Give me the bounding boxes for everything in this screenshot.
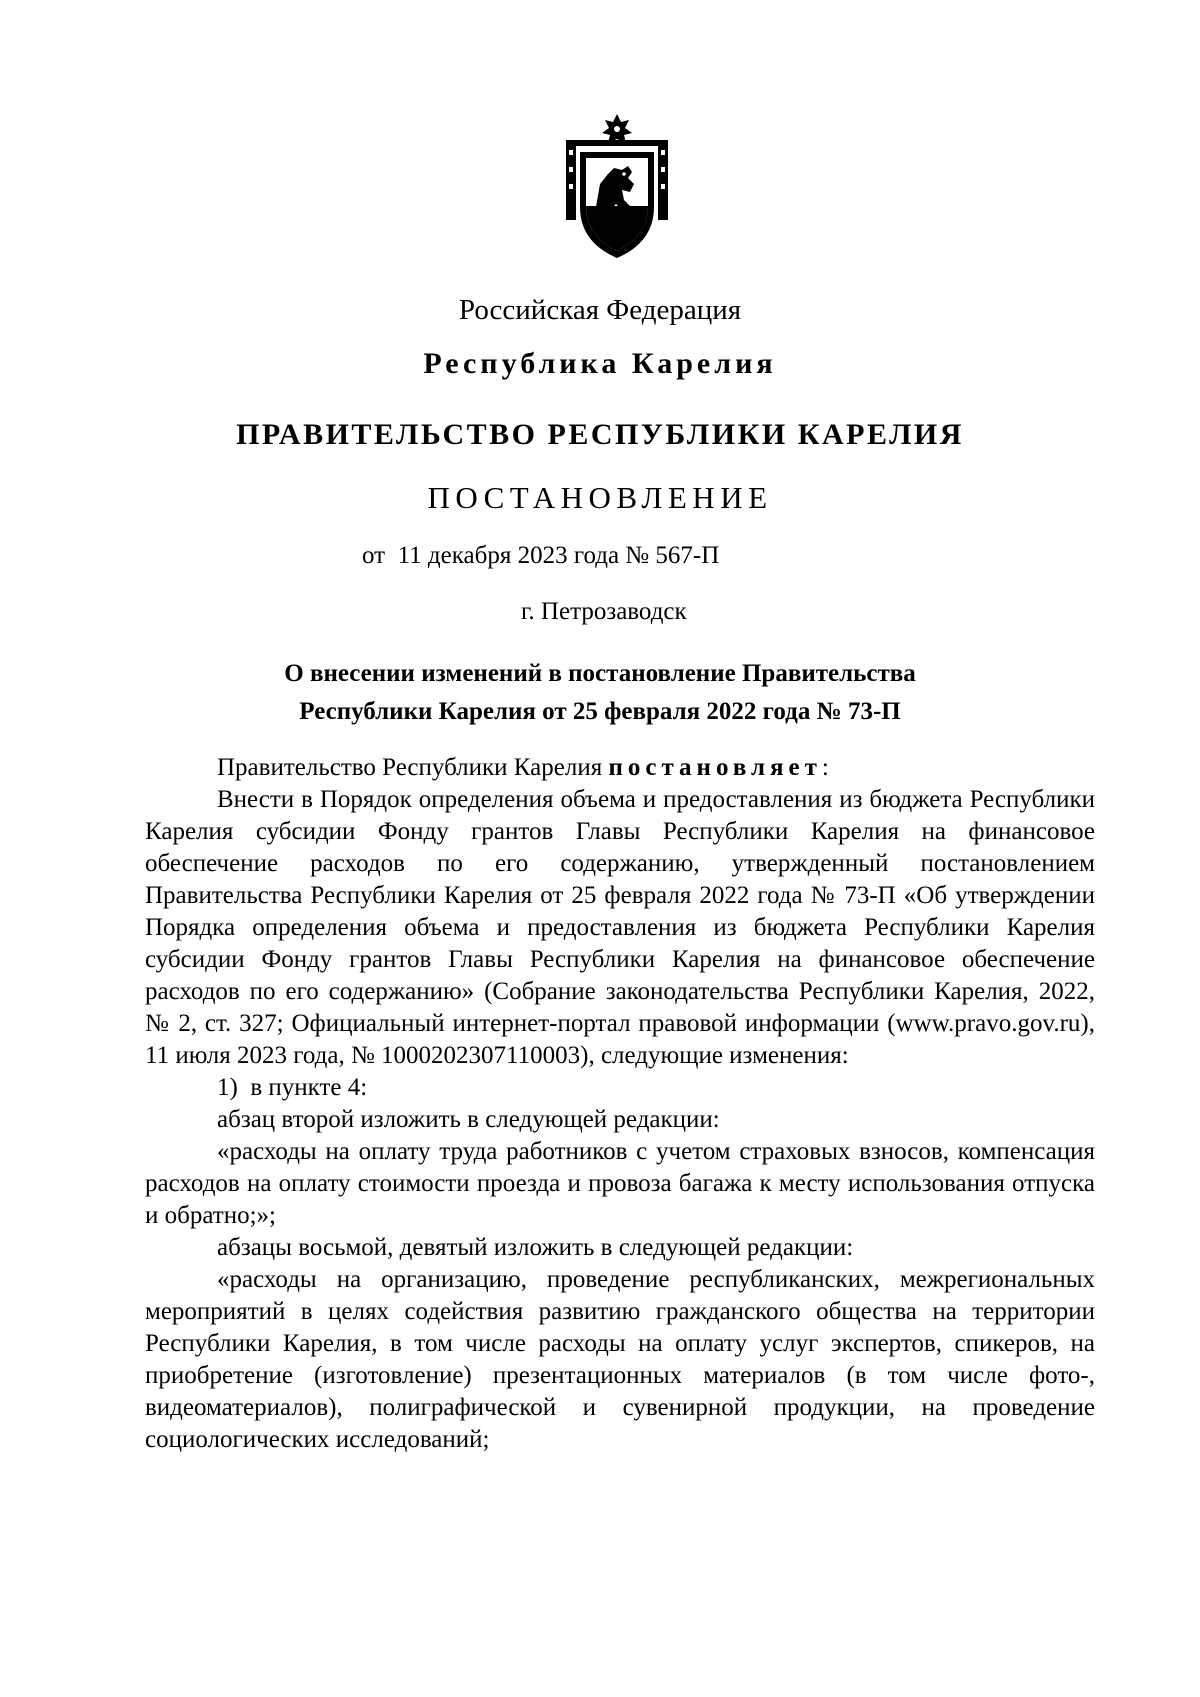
intro-decree-word: постановляет	[608, 754, 822, 781]
subject-line-2: Республики Карелия от 25 февраля 2022 года № 73-П	[299, 698, 901, 725]
government-title: ПРАВИТЕЛЬСТВО РЕСПУБЛИКИ КАРЕЛИЯ	[236, 418, 964, 451]
intro-prefix: Правительство Республики Карелия	[217, 754, 609, 781]
coat-of-arms-icon	[562, 112, 672, 262]
document-city: г. Петрозаводск	[521, 598, 687, 625]
paragraph-quote-1: «расходы на оплату труда работников с учетом страховых взносов, компенсация расходов на оплату стоимости проезда и провоза багажа к месту использования отпуска и обратно;»;	[145, 1138, 1095, 1229]
paragraph-amendments: Внести в Порядок определения объема и предоставления из бюджета Республики Карелия субсидии Фонду грантов Главы Республики Карелия на финансовое обеспечение расходов по его содержанию, утвержденный постановлением Правительства Республики Карелия от 25 февраля 2022 года № 73-П «Об утверждении Порядка определения объема и предоставления из бюджета Республики Карелия субсидии Фонду грантов Главы Республики Карелия на финансовое обеспечение расходов по его содержанию» (Собрание законодательства Республики Карелия, 2022, № 2, ст. 327; Официальный интернет-портал правовой информации (www.pravo.gov.ru), 11 июля 2023 года, № 1000202307110003), следующие изменения:	[145, 786, 1095, 1069]
document-body	[145, 752, 1095, 1456]
intro-paragraph	[145, 752, 1095, 784]
document-subject	[0, 655, 1200, 731]
document-type: ПОСТАНОВЛЕНИЕ	[427, 480, 773, 515]
paragraph-second-abzac: абзац второй изложить в следующей редакции:	[217, 1106, 720, 1133]
document-date-number: от 11 декабря 2023 года № 567-П	[362, 542, 720, 569]
subject-line-1: О внесении изменений в постановление Правительства	[284, 660, 916, 687]
paragraph-abzacs-8-9: абзацы восьмой, девятый изложить в следующей редакции:	[217, 1234, 854, 1261]
paragraph-quote-2: «расходы на организацию, проведение республиканских, межрегиональных мероприятий в целях содействия развитию гражданского общества на территории Республики Карелия, в том числе расходы на оплату услуг экспертов, спикеров, на приобретение (изготовление) презентационных материалов (в том числе фото-, видеоматериалов), полиграфической и сувенирной продукции, на проведение социологических исследований;	[145, 1266, 1095, 1453]
republic-name: Республика Карелия	[423, 347, 777, 380]
paragraph-item-1: 1) в пункте 4:	[217, 1074, 368, 1101]
country-name: Российская Федерация	[458, 294, 742, 326]
intro-suffix: :	[821, 754, 829, 781]
